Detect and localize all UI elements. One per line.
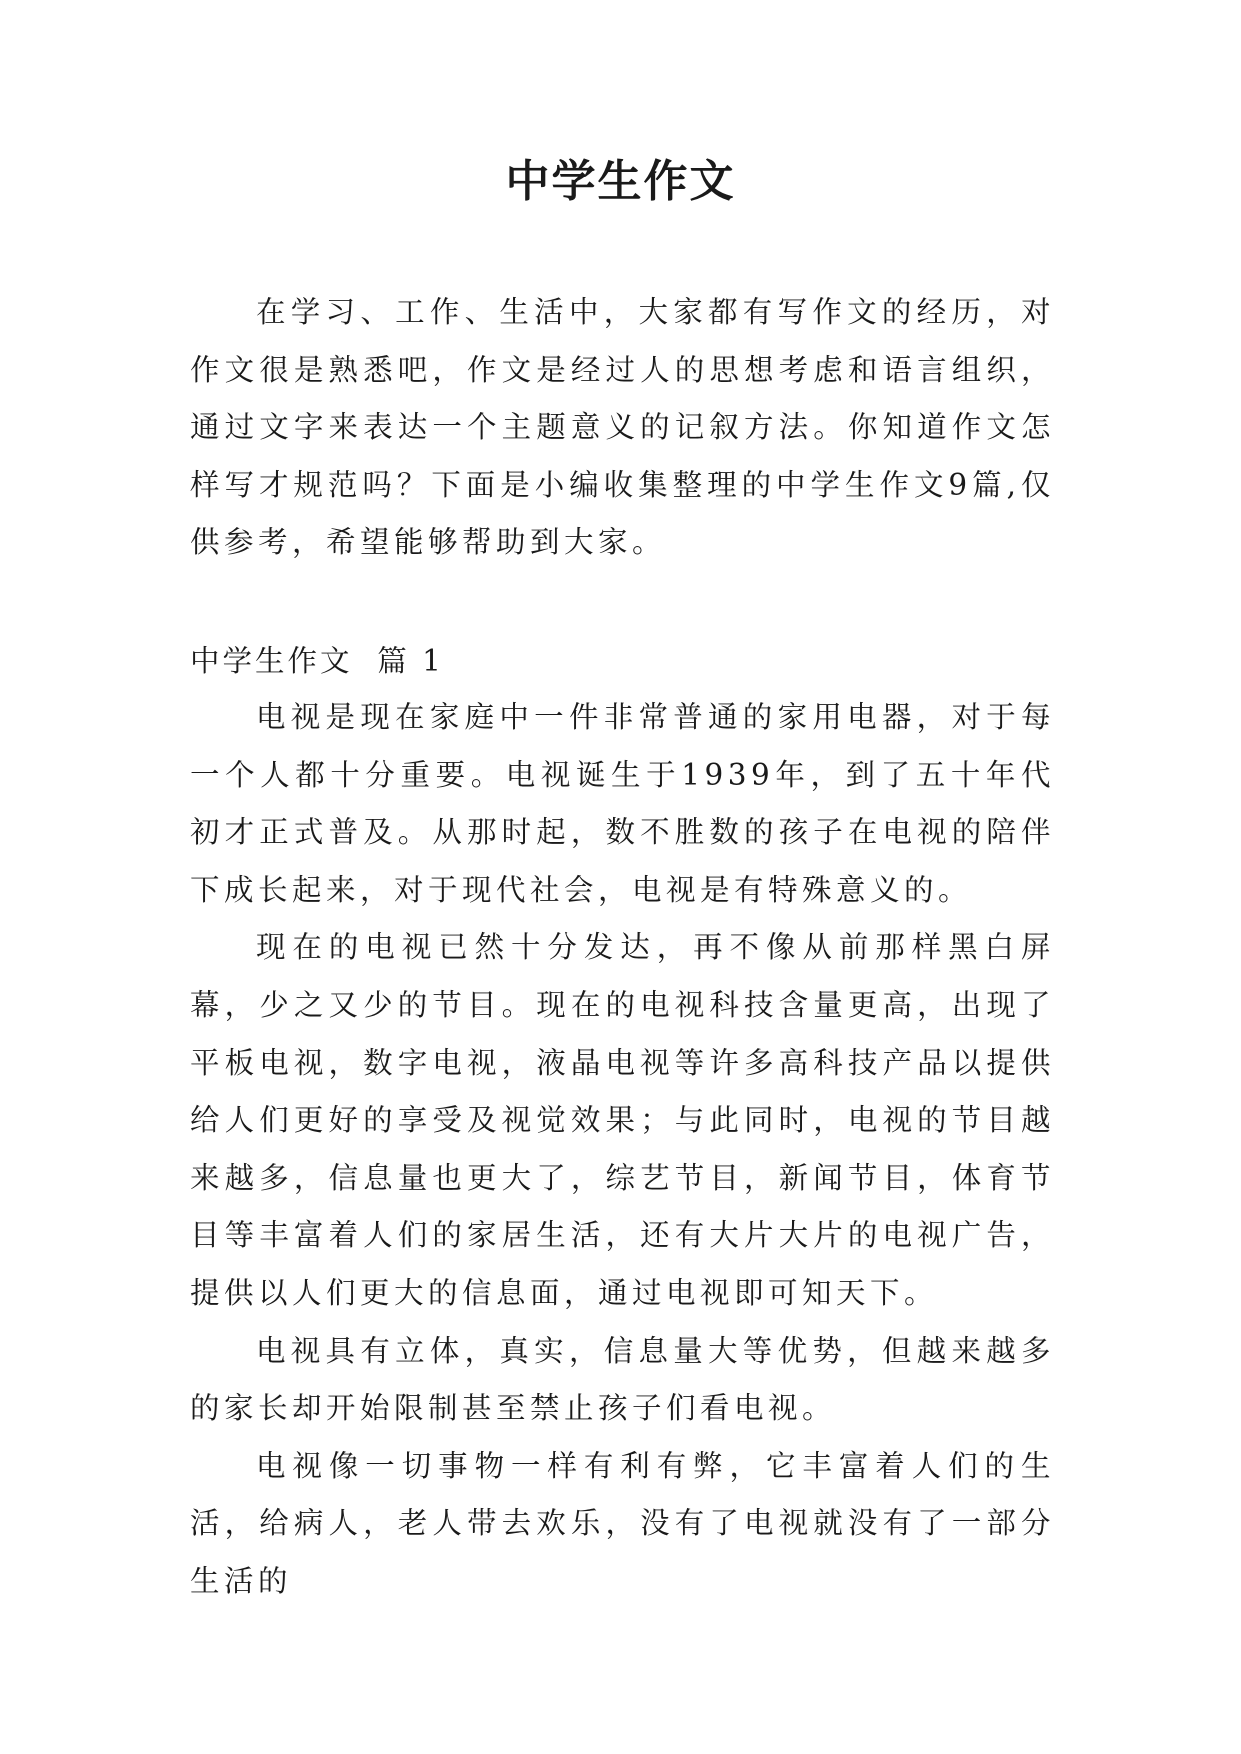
essay-paragraph: 现在的电视已然十分发达，再不像从前那样黑白屏幕，少之又少的节目。现在的电视科技含量更高，出现了平板电视，数字电视，液晶电视等许多高科技产品以提供给人们更好的享受及视觉效果；与此同时，电视的节目越来越多，信息量也更大了，综艺节目，新闻节目，体育节目等丰富着人们的家居生活，还有大片大片的电视广告，提供以人们更大的信息面，通过电视即可知天下。: [190, 930, 1055, 1310]
essay-paragraph: 电视是现在家庭中一件非常普通的家用电器，对于每一个人都十分重要。电视诞生于1939年，到了五十年代初才正式普及。从那时起，数不胜数的孩子在电视的陪伴下成长起来，对于现代社会，电视是有特殊意义的。: [190, 700, 1055, 907]
section-heading: 中学生作文 篇 1: [190, 644, 444, 678]
essay-paragraph: 电视像一切事物一样有利有弊，它丰富着人们的生活，给病人，老人带去欢乐，没有了电视就没有了一部分生活的: [190, 1448, 1055, 1598]
essay-body: [190, 689, 1055, 1611]
essay-paragraph: 电视具有立体，真实，信息量大等优势，但越来越多的家长却开始限制甚至禁止孩子们看电视。: [190, 1333, 1055, 1426]
page-title: 中学生作文: [505, 156, 736, 207]
intro-paragraph: 在学习、工作、生活中，大家都有写作文的经历，对作文很是熟悉吧，作文是经过人的思想考虑和语言组织，通过文字来表达一个主题意义的记叙方法。你知道作文怎样写才规范吗？下面是小编收集整理的中学生作文9篇,仅供参考，希望能够帮助到大家。: [190, 295, 1055, 560]
